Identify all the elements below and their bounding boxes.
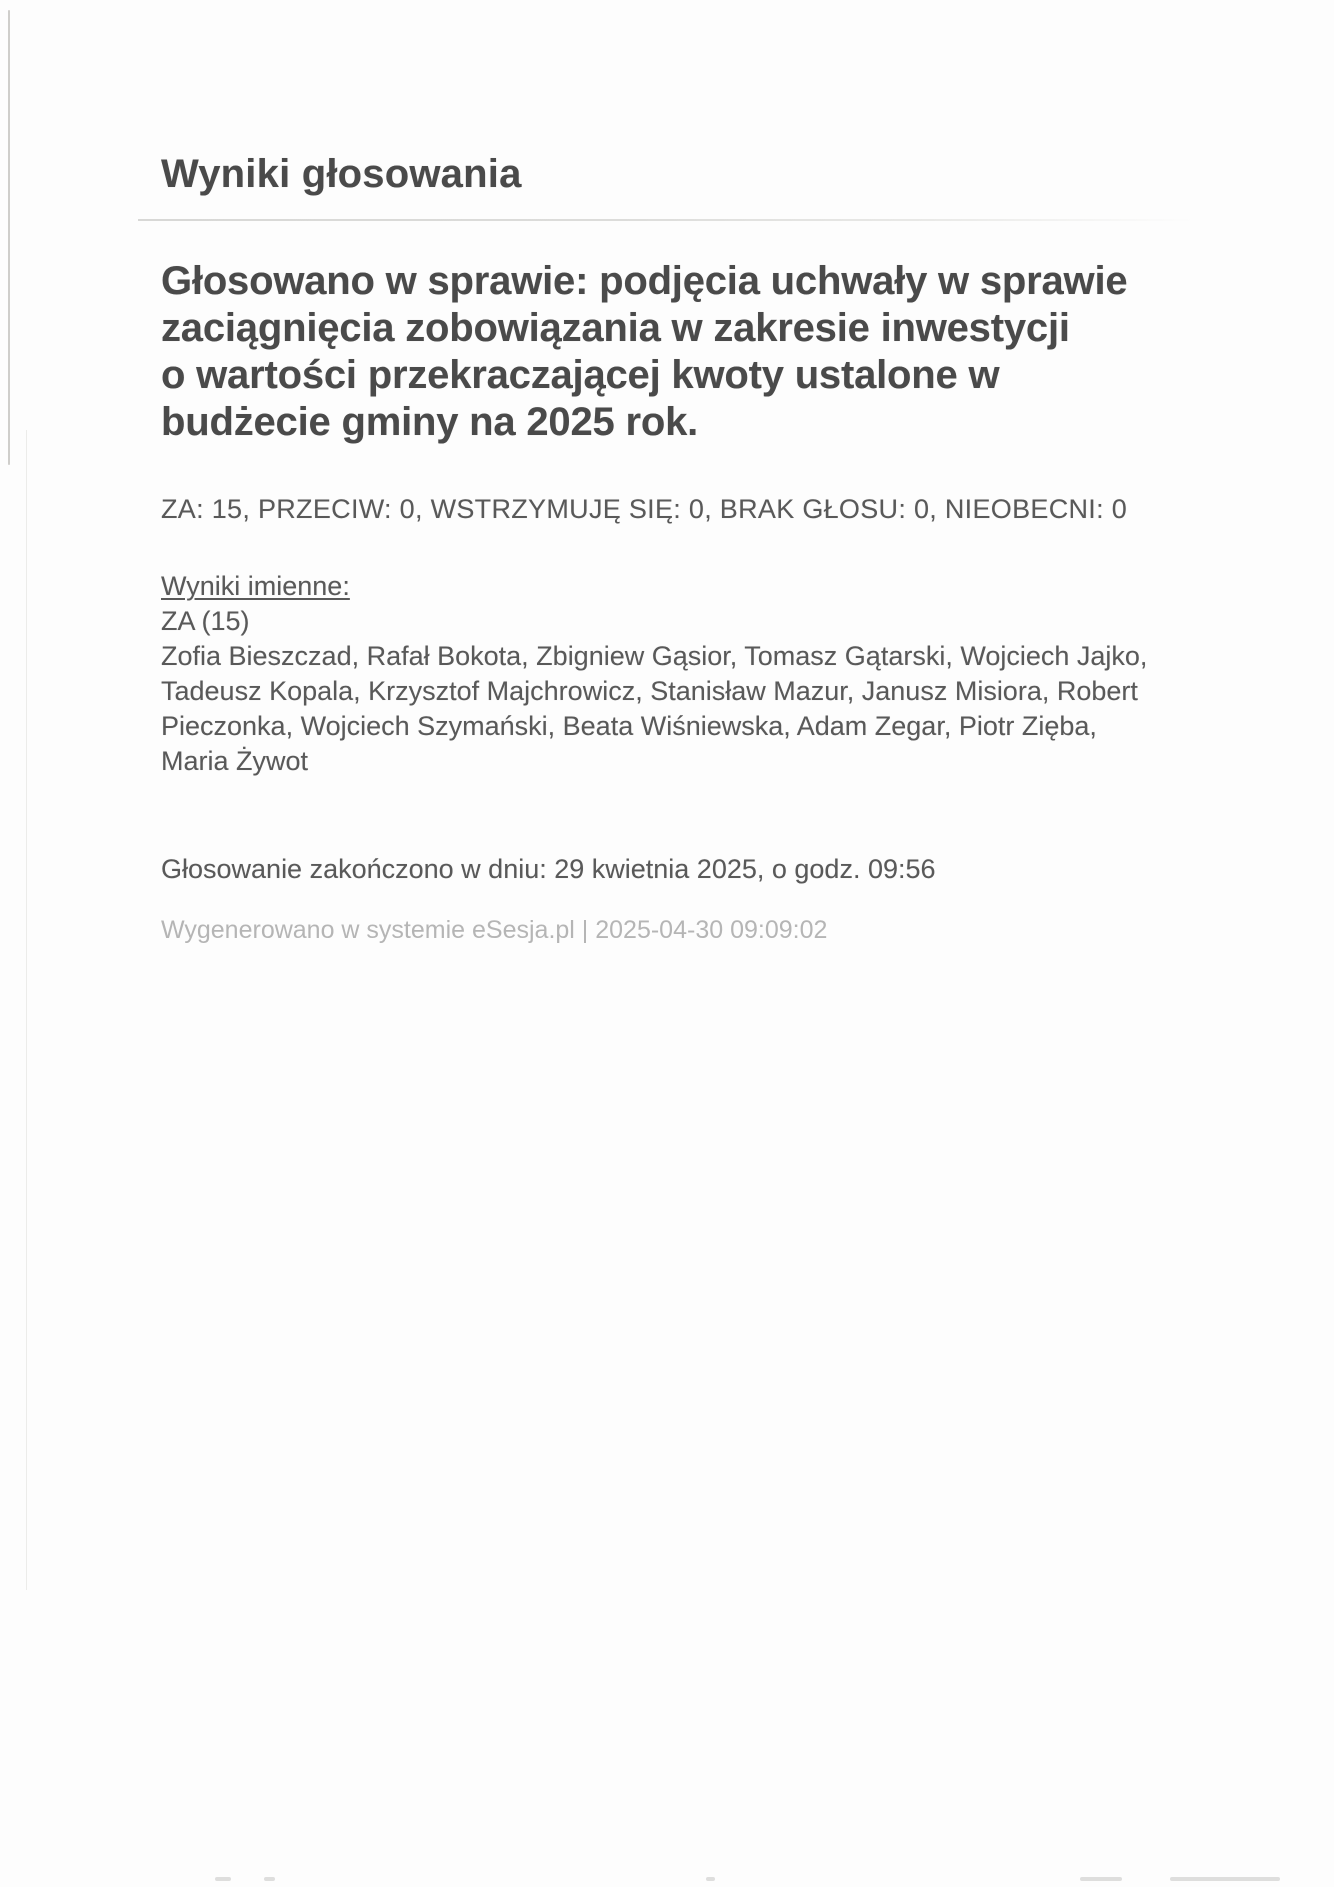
voting-subject-line: budżecie gminy na 2025 rok.	[161, 400, 699, 444]
scan-artifact	[215, 1877, 231, 1881]
scan-artifact	[264, 1877, 275, 1881]
scan-artifact	[1170, 1877, 1280, 1881]
voter-names-line: Tadeusz Kopala, Krzysztof Majchrowicz, Stanisław Mazur, Janusz Misiora, Robert	[161, 676, 1138, 706]
scan-artifact	[26, 430, 27, 1590]
scan-artifact	[706, 1877, 715, 1881]
generated-footer: Wygenerowano w systemie eSesja.pl | 2025-04-30 09:09:02	[161, 916, 828, 944]
named-results-heading: Wyniki imienne:	[161, 571, 350, 601]
voting-subject-line: Głosowano w sprawie: podjęcia uchwały w sprawie	[161, 259, 1128, 303]
voting-subject-line: zaciągnięcia zobowiązania w zakresie inwestycji	[161, 306, 1070, 350]
za-group-label: ZA (15)	[161, 606, 250, 636]
title-divider	[138, 219, 1194, 221]
voting-closed-line: Głosowanie zakończono w dniu: 29 kwietnia 2025, o godz. 09:56	[161, 854, 936, 884]
voting-subject-heading	[161, 258, 1127, 446]
voter-names-line: Maria Żywot	[161, 746, 309, 776]
voting-subject-line: o wartości przekraczającej kwoty ustalone w	[161, 353, 1000, 397]
scan-artifact	[1080, 1877, 1122, 1881]
voter-names-list	[161, 639, 1147, 779]
page-title: Wyniki głosowania	[161, 152, 522, 196]
voter-names-line: Zofia Bieszczad, Rafał Bokota, Zbigniew Gąsior, Tomasz Gątarski, Wojciech Jajko,	[161, 641, 1148, 671]
scan-artifact	[8, 10, 10, 465]
voter-names-line: Pieczonka, Wojciech Szymański, Beata Wiśniewska, Adam Zegar, Piotr Zięba,	[161, 711, 1097, 741]
vote-summary: ZA: 15, PRZECIW: 0, WSTRZYMUJĘ SIĘ: 0, BRAK GŁOSU: 0, NIEOBECNI: 0	[161, 494, 1128, 524]
